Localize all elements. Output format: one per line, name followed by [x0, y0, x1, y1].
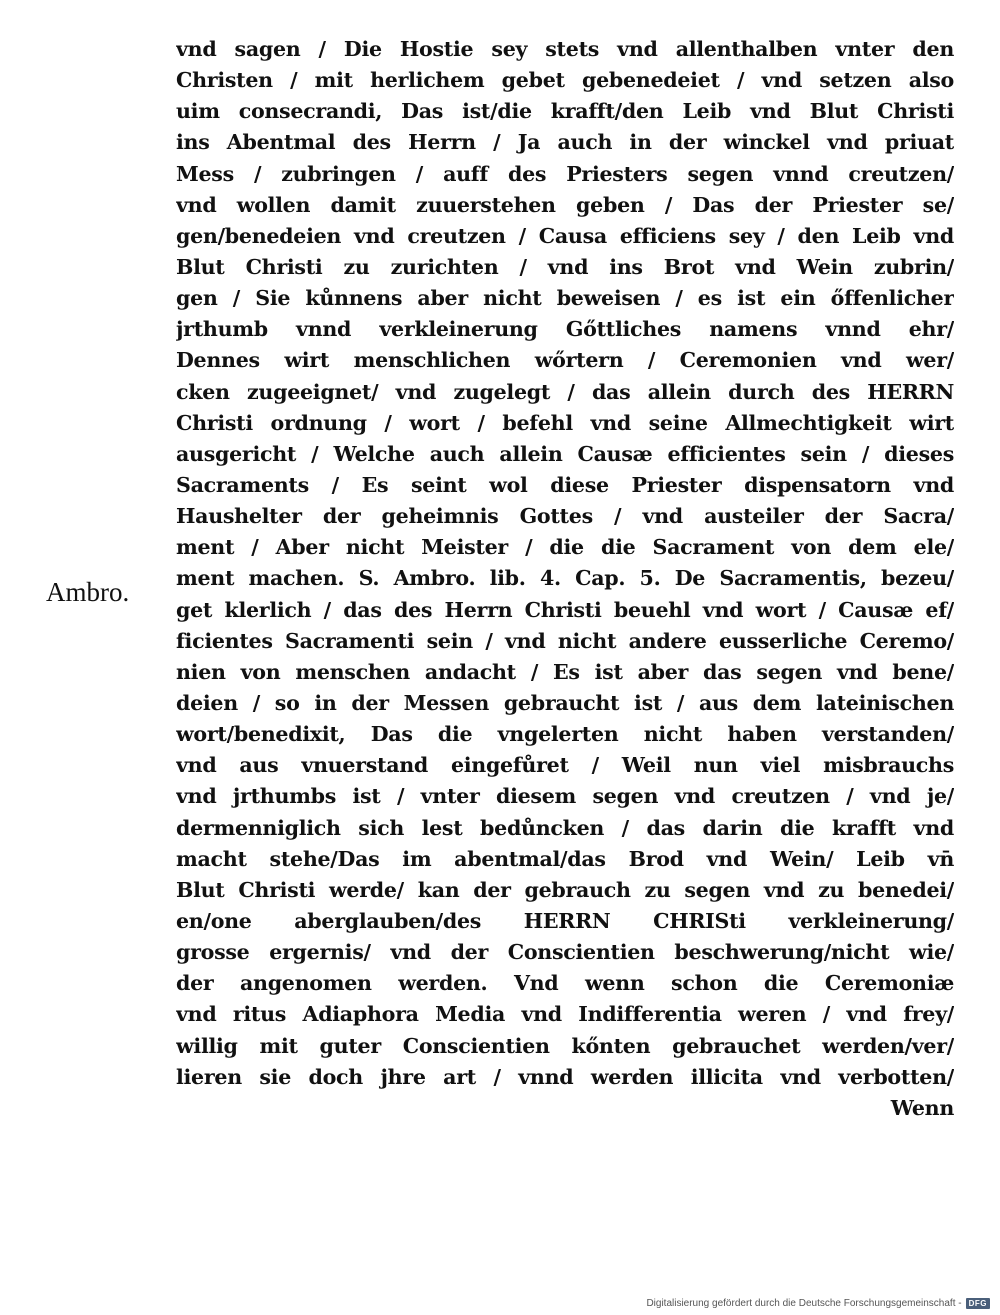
text-line: ins Abentmal des Herrn / Ja auch in der winckel vnd priuat	[176, 130, 954, 155]
text-line: gen/benedeien vnd creutzen / Causa efficiens sey / den Leib vnd	[176, 223, 954, 248]
text-line: Haushelter der geheimnis Gottes / vnd austeiler der Sacra/	[176, 504, 954, 529]
text-line: Dennes wirt menschlichen wőrtern / Ceremonien vnd wer/	[176, 348, 954, 373]
text-line: gen / Sie kůnnens aber nicht beweisen / es ist ein őffenlicher	[176, 286, 954, 311]
text-line: ment / Aber nicht Meister / die die Sacrament von dem ele/	[176, 535, 954, 560]
text-line: Christi ordnung / wort / befehl vnd seine Allmechtigkeit wirt	[176, 410, 954, 435]
text-line: ment machen. S. Ambro. lib. 4. Cap. 5. De Sacramentis, bezeu/	[176, 566, 954, 591]
text-line: macht stehe/Das im abentmal/das Brod vnd Wein/ Leib vn̄	[176, 846, 954, 871]
text-line: Wenn	[890, 1095, 954, 1120]
text-line: lieren sie doch jhre art / vnnd werden illicita vnd verbotten/	[176, 1064, 954, 1089]
margin-note: Ambro.	[46, 577, 130, 607]
text-line: dermenniglich sich lest bedůncken / das darin die krafft vnd	[176, 815, 954, 840]
text-line: Blut Christi werde/ kan der gebrauch zu segen vnd zu benedei/	[176, 877, 954, 902]
text-line: deien / so in der Messen gebraucht ist / aus dem lateinischen	[176, 690, 954, 715]
text-line: Christen / mit herlichem gebet gebenedeiet / vnd setzen also	[176, 68, 954, 93]
text-line: ausgericht / Welche auch allein Causæ efficientes sein / dieses	[176, 441, 954, 466]
text-line: vnd sagen / Die Hostie sey stets vnd allenthalben vnter den	[176, 37, 954, 61]
text-line: vnd ritus Adiaphora Media vnd Indifferentia weren / vnd frey/	[176, 1002, 954, 1027]
text-line: get klerlich / das des Herrn Christi beuehl vnd wort / Causæ ef/	[176, 597, 954, 622]
footer	[646, 1298, 990, 1309]
text-line: wort/benedixit, Das die vngelerten nicht haben verstanden/	[176, 722, 954, 747]
text-line: Sacraments / Es seint wol diese Priester dispensatorn vnd	[176, 472, 954, 497]
dfg-logo: DFG	[966, 1298, 990, 1309]
text-line: en/one aberglauben/des HERRN CHRISti verkleinerung/	[176, 908, 954, 933]
text-line: uim consecrandi, Das ist/die krafft/den Leib vnd Blut Christi	[176, 99, 954, 124]
text-line: ficientes Sacramenti sein / vnd nicht andere eusserliche Ceremo/	[176, 628, 954, 653]
text-line: jrthumb vnnd verkleinerung Gőttliches namens vnnd ehr/	[176, 317, 954, 342]
text-line: Blut Christi zu zurichten / vnd ins Brot vnd Wein zubrin/	[176, 254, 954, 279]
text-line: nien von menschen andacht / Es ist aber das segen vnd bene/	[176, 659, 954, 684]
footer-text: Digitalisierung gefördert durch die Deutsche Forschungsgemeinschaft -	[646, 1298, 962, 1309]
text-line: vnd wollen damit zuuerstehen geben / Das der Priester se/	[176, 192, 954, 217]
body-text	[176, 34, 954, 1124]
text-line: Mess / zubringen / auff des Priesters segen vnnd creutzen/	[176, 161, 954, 186]
text-line: vnd jrthumbs ist / vnter diesem segen vnd creutzen / vnd je/	[176, 784, 954, 809]
text-line: der angenomen werden. Vnd wenn schon die Ceremoniæ	[176, 971, 954, 996]
text-line: cken zugeeignet/ vnd zugelegt / das allein durch des HERRN	[176, 379, 954, 404]
text-line: grosse ergernis/ vnd der Conscientien beschwerung/nicht wie/	[176, 940, 954, 965]
text-line: willig mit guter Conscientien kőnten gebrauchet werden/ver/	[176, 1033, 954, 1058]
text-line: vnd aus vnuerstand eingefůret / Weil nun viel misbrauchs	[176, 753, 954, 778]
